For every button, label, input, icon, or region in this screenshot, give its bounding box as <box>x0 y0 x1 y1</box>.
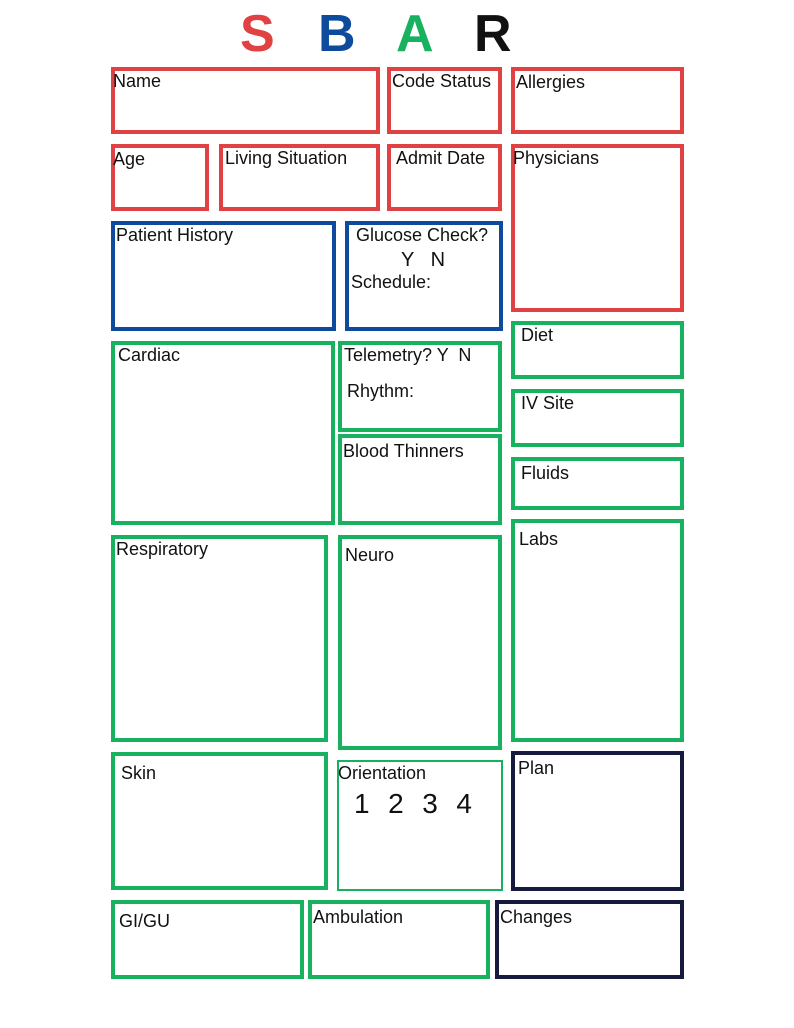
respiratory-box[interactable] <box>111 535 328 742</box>
changes-box[interactable] <box>495 900 684 979</box>
physicians-label: Physicians <box>513 148 600 168</box>
changes-label: Changes <box>500 907 573 927</box>
orientation-box[interactable] <box>337 760 503 891</box>
glucose-schedule-label: Schedule: <box>351 272 432 292</box>
patient-history-box[interactable] <box>111 221 336 331</box>
plan-label: Plan <box>518 758 555 778</box>
title-letter-b: B <box>318 5 356 63</box>
name-box[interactable] <box>111 67 380 134</box>
patient-history-label: Patient History <box>116 225 234 245</box>
orientation-label: Orientation <box>338 763 427 783</box>
respiratory-label: Respiratory <box>116 539 209 559</box>
glucose-yes-no[interactable]: Y N <box>401 249 446 271</box>
admit-date-box[interactable] <box>387 144 502 211</box>
telemetry-box[interactable] <box>338 341 502 432</box>
skin-box[interactable] <box>111 752 328 890</box>
orientation-scale[interactable]: 1 2 3 4 <box>354 788 473 819</box>
neuro-label: Neuro <box>345 545 395 565</box>
gi-gu-box[interactable] <box>111 900 304 979</box>
skin-label: Skin <box>121 763 157 783</box>
allergies-box[interactable] <box>511 67 684 134</box>
age-box[interactable] <box>111 144 209 211</box>
iv-site-label: IV Site <box>521 393 575 413</box>
blood-thinners-label: Blood Thinners <box>343 441 464 461</box>
ambulation-box[interactable] <box>308 900 490 979</box>
living-situation-label: Living Situation <box>225 148 348 168</box>
cardiac-label: Cardiac <box>118 345 181 365</box>
plan-box[interactable] <box>511 751 684 891</box>
cardiac-box[interactable] <box>111 341 335 525</box>
name-label: Name <box>113 71 162 91</box>
age-label: Age <box>113 149 146 169</box>
labs-label: Labs <box>519 529 559 549</box>
diet-box[interactable] <box>511 321 684 379</box>
telemetry-label: Telemetry? Y N <box>344 345 472 365</box>
title-letter-a: A <box>396 5 434 63</box>
glucose-check-box[interactable] <box>345 221 503 331</box>
rhythm-label: Rhythm: <box>347 381 415 401</box>
title-letter-s: S <box>240 5 275 63</box>
glucose-check-label: Glucose Check? <box>356 225 489 245</box>
code-status-box[interactable] <box>387 67 502 134</box>
title-letter-r: R <box>474 5 512 63</box>
code-status-label: Code Status <box>392 71 492 91</box>
blood-thinners-box[interactable] <box>338 434 502 525</box>
physicians-box[interactable] <box>511 144 684 312</box>
neuro-box[interactable] <box>338 535 502 750</box>
diet-label: Diet <box>521 325 554 345</box>
fluids-box[interactable] <box>511 457 684 510</box>
living-situation-box[interactable] <box>219 144 380 211</box>
allergies-label: Allergies <box>516 72 586 92</box>
admit-date-label: Admit Date <box>396 148 486 168</box>
fluids-label: Fluids <box>521 463 570 483</box>
ambulation-label: Ambulation <box>313 907 404 927</box>
iv-site-box[interactable] <box>511 389 684 447</box>
labs-box[interactable] <box>511 519 684 742</box>
gi-gu-label: GI/GU <box>119 911 171 931</box>
